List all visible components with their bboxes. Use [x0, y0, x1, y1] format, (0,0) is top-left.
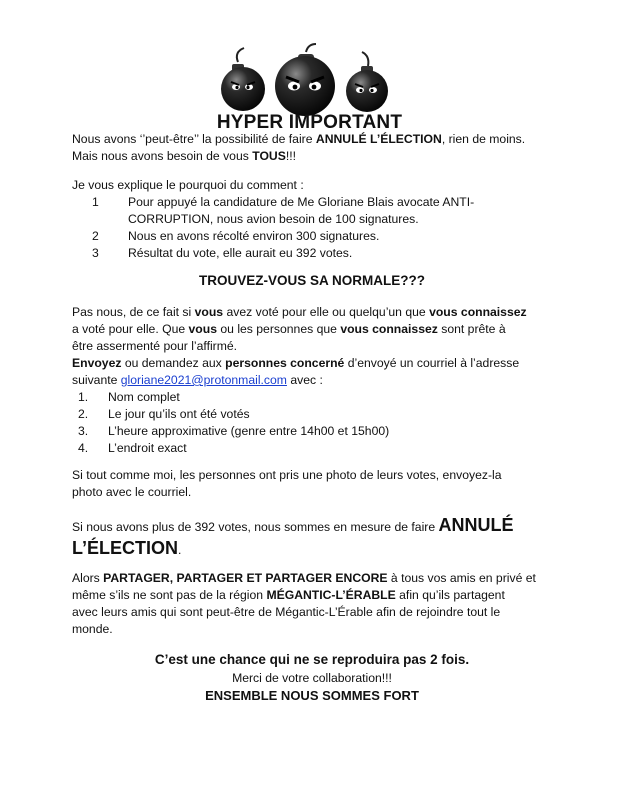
page-title: HYPER IMPORTANT: [216, 112, 403, 133]
para2-line-2: a voté pour elle. Que vous ou les personnes que vous connaissez sont prête à: [72, 322, 506, 336]
share-line-4: monde.: [72, 622, 113, 636]
bomb-illustration: [0, 40, 619, 118]
explain-item-number: 2: [92, 229, 99, 243]
para2-line-1: Pas nous, de ce fait si vous avez voté pour elle ou quelqu’un que vous connaissez: [72, 305, 527, 319]
share-line-1: Alors PARTAGER, PARTAGER ET PARTAGER ENCORE à tous vos amis en privé et: [72, 571, 536, 585]
list-item-text: Nom complet: [108, 390, 180, 404]
bomb-middle-icon: [275, 44, 335, 116]
explain-item-text: CORRUPTION, nous avion besoin de 100 signatures.: [128, 212, 419, 226]
list-item-number: 2.: [78, 407, 89, 421]
explain-item-text: Pour appuyé la candidature de Me Gloriane Blais avocate ANTI-: [128, 195, 475, 209]
explain-item-text: Résultat du vote, elle aurait eu 392 votes.: [128, 246, 353, 260]
intro-line-2: Mais nous avons besoin de vous TOUS!!!: [72, 149, 297, 163]
list-item-number: 3.: [78, 424, 89, 438]
para2-line-4: Envoyez ou demandez aux personnes concerné d’envoyé un courriel à l’adresse: [72, 356, 520, 370]
list-item-number: 4.: [78, 441, 89, 455]
closing-thanks: Merci de votre collaboration!!!: [232, 671, 392, 685]
list-item-text: L’heure approximative (genre entre 14h00 et 15h00): [108, 424, 390, 438]
bomb-right-icon: [346, 52, 388, 112]
explain-lead: Je vous explique le pourquoi du comment :: [72, 178, 304, 192]
votes-line-1: Si nous avons plus de 392 votes, nous sommes en mesure de faire ANNULÉ: [72, 515, 514, 535]
photo-line-2: photo avec le courriel.: [72, 485, 192, 499]
closing-together: ENSEMBLE NOUS SOMMES FORT: [205, 688, 419, 703]
subheading: TROUVEZ-VOUS SA NORMALE???: [199, 273, 425, 288]
intro-line-1: Nous avons ‘’peut-être’’ la possibilité de faire ANNULÉ L’ÉLECTION, rien de moins.: [72, 132, 526, 146]
email-link[interactable]: gloriane2021@protonmail.com: [120, 373, 287, 387]
list-item-text: L’endroit exact: [108, 441, 187, 455]
para2-line-5: suivante gloriane2021@protonmail.com avec :: [72, 373, 323, 387]
list-item-text: Le jour qu’ils ont été votés: [108, 407, 250, 421]
para2-line-3: être assermenté pour l’affirmé.: [72, 339, 238, 353]
share-line-3: avec leurs amis qui sont peut-être de Mégantic-L’Érable afin de rejoindre tout le: [72, 605, 501, 619]
bomb-left-icon: [221, 48, 265, 111]
share-line-2: même s’ils ne sont pas de la région MÉGANTIC-L’ÉRABLE afin qu’ils partagent: [72, 588, 505, 602]
photo-line-1: Si tout comme moi, les personnes ont pris une photo de leurs votes, envoyez-la: [72, 468, 502, 482]
closing-chance: C’est une chance qui ne se reproduira pas 2 fois.: [154, 652, 470, 667]
explain-item-number: 1: [92, 195, 99, 209]
list-item-number: 1.: [78, 390, 89, 404]
votes-line-2: L’ÉLECTION.: [72, 538, 182, 558]
explain-item-number: 3: [92, 246, 99, 260]
explain-item-text: Nous en avons récolté environ 300 signatures.: [128, 229, 380, 243]
